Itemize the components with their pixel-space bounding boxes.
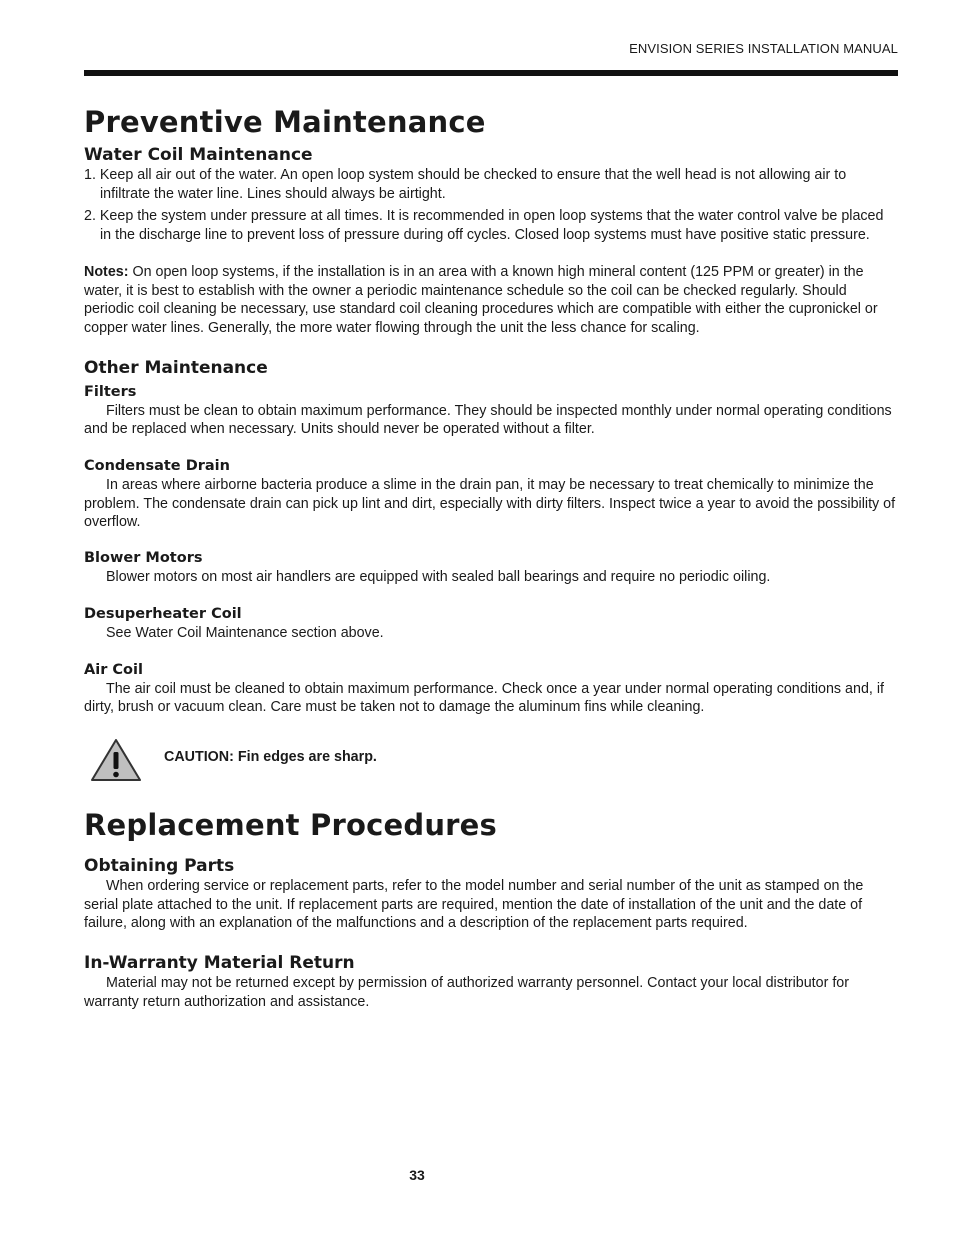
notes-text: On open loop systems, if the installation is in an area with a known high mineral content (125 PPM or greater) in the water, it is best to establish with the owner a periodic maintenance schedule so the coil can be checked regularly. Should periodic coil cleaning be necessary, use standard coil cleaning procedures which are compatible with either the cupronickel or copper water lines. Generally, the more water flowing through the unit the less chance for scaling. (84, 263, 878, 336)
heading-desuperheater-coil: Desuperheater Coil (84, 605, 242, 622)
list-item: 1. Keep all air out of the water. An open loop system should be checked to ensure that the well head is not allowing air to infiltrate the water line. Lines should always be airtight. (84, 167, 847, 202)
section-title-preventive: Preventive Maintenance (84, 105, 486, 139)
content (84, 104, 898, 1011)
heading-warranty-return: In-Warranty Material Return (84, 953, 355, 974)
header-rule (84, 70, 898, 76)
heading-obtaining-parts: Obtaining Parts (84, 855, 235, 876)
notes-label: Notes: (84, 263, 129, 280)
notes-paragraph (84, 263, 898, 338)
air-coil-text: The air coil must be cleaned to obtain maximum performance. Check once a year under normal operating conditions and, if dirty, brush or vacuum clean. Care must be taken not to damage the aluminum fins while cleaning. (84, 680, 885, 716)
caution-box (84, 737, 898, 783)
page-number: 33 (409, 1167, 425, 1183)
warning-triangle-icon (90, 737, 142, 783)
list-item: 2. Keep the system under pressure at all times. It is recommended in open loop systems that the water control valve be placed in the discharge line to prevent loss of pressure during off cycles. Closed loop systems must have positive static pressure. (84, 208, 884, 244)
running-header: ENVISION SERIES INSTALLATION MANUAL (629, 41, 898, 56)
water-coil-list (84, 166, 898, 245)
heading-filters: Filters (84, 383, 137, 400)
heading-condensate-drain: Condensate Drain (84, 458, 230, 475)
section-title-replacement: Replacement Procedures (84, 807, 497, 842)
heading-other-maintenance: Other Maintenance (84, 357, 268, 378)
condensate-text: In areas where airborne bacteria produce a slime in the drain pan, it may be necessary to treat chemically to minimize the problem. The condensate drain can pick up lint and dirt, especially with dirty filters. Inspect twice a year to avoid the possibility of overflow. (84, 477, 896, 531)
filters-text: Filters must be clean to obtain maximum performance. They should be inspected monthly under normal operating conditions and be replaced when necessary. Units should never be operated without a filter. (84, 402, 892, 438)
blower-text: Blower motors on most air handlers are equipped with sealed ball bearings and require no periodic oiling. (106, 569, 771, 586)
desuperheater-text: See Water Coil Maintenance section above. (106, 624, 384, 641)
caution-text: CAUTION: Fin edges are sharp. (164, 748, 377, 765)
obtaining-parts-text: When ordering service or replacement parts, refer to the model number and serial number of the unit as stamped on the serial plate attached to the unit. If replacement parts are required, mention the date of installation of the unit and the date of failure, along with an explanation of the malfunctions and a description of the replacement parts required. (84, 877, 864, 932)
heading-water-coil: Water Coil Maintenance (84, 145, 313, 165)
warranty-return-text: Material may not be returned except by permission of authorized warranty personnel. Contact your local distributor for warranty return authorization and assistance. (84, 975, 850, 1010)
heading-air-coil: Air Coil (84, 661, 143, 678)
heading-blower-motors: Blower Motors (84, 550, 203, 567)
